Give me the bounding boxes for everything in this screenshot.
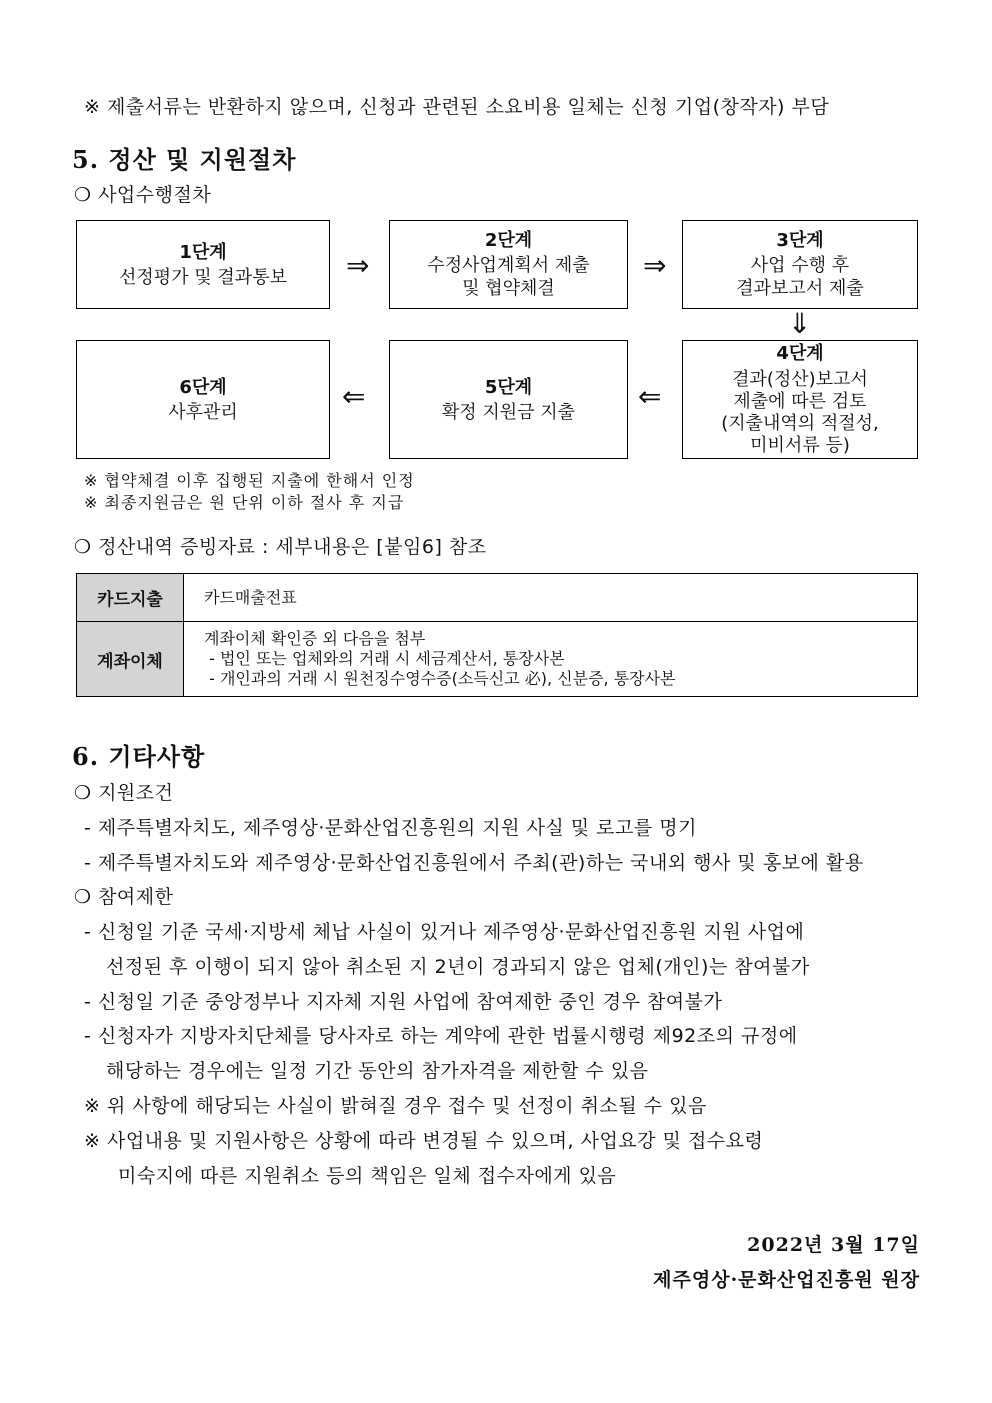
step-2-box xyxy=(389,220,628,309)
step-3-box xyxy=(682,220,918,309)
step-4-text-2: 제출에 따른 검토 xyxy=(733,390,867,412)
condition-item: - 제주특별자치도, 제주영상·문화산업진흥원의 지원 사실 및 로고를 명기 xyxy=(84,817,697,839)
step-6-label: 6단계 xyxy=(179,376,227,398)
step-5-text: 확정 지원금 지출 xyxy=(441,401,576,423)
table-key-cell: 카드지출 xyxy=(77,574,184,622)
step-4-text-1: 결과(정산)보고서 xyxy=(732,368,868,390)
table-value-line: - 개인과의 거래 시 원천징수영수증(소득신고 必), 신분증, 통장사본 xyxy=(204,669,676,688)
table-value-cell xyxy=(184,574,918,622)
step-1-text: 선정평가 및 결과통보 xyxy=(119,266,287,288)
table-row xyxy=(77,574,918,622)
step-2-text-1: 수정사업계획서 제출 xyxy=(427,255,590,276)
restrictions-heading: ❍ 참여제한 xyxy=(74,886,174,908)
remark-item-cont: 미숙지에 따른 지원취소 등의 책임은 일체 접수자에게 있음 xyxy=(118,1165,617,1187)
step-4-label: 4단계 xyxy=(776,342,824,364)
remark-item: ※ 위 사항에 해당되는 사실이 밝혀질 경우 접수 및 선정이 취소될 수 있음 xyxy=(84,1095,707,1117)
right-arrow-icon: ⇒ xyxy=(346,249,370,282)
flow-note-2: ※ 최종지원금은 원 단위 이하 절사 후 지급 xyxy=(84,493,405,512)
step-1-label: 1단계 xyxy=(179,241,227,263)
table-row xyxy=(77,622,918,697)
right-arrow-icon: ⇒ xyxy=(643,249,667,282)
step-5-label: 5단계 xyxy=(484,376,533,398)
restriction-item-cont: 해당하는 경우에는 일정 기간 동안의 참가자격을 제한할 수 있음 xyxy=(106,1060,649,1082)
step-4-box xyxy=(682,340,918,459)
step-4-text-3: (지출내역의 적절성, xyxy=(721,412,879,434)
restriction-item: - 신청일 기준 국세·지방세 체납 사실이 있거나 제주영상·문화산업진흥원 지원 사업에 xyxy=(84,921,805,943)
step-1-box xyxy=(76,220,330,309)
section6-title: 6. 기타사항 xyxy=(72,742,206,771)
table-value-line: 카드매출전표 xyxy=(204,587,297,607)
restriction-item: - 신청일 기준 중앙정부나 지자체 지원 사업에 참여제한 중인 경우 참여불가 xyxy=(84,991,723,1013)
table-value-line: - 법인 또는 업체와의 거래 시 세금계산서, 통장사본 xyxy=(204,649,565,668)
evidence-table xyxy=(76,573,918,697)
step-2-text-2: 및 협약체결 xyxy=(462,278,555,299)
document-date: 2022년 3월 17일 xyxy=(747,1234,920,1256)
step-5-box xyxy=(389,340,628,459)
procedure-heading: ❍ 사업수행절차 xyxy=(74,184,212,206)
evidence-heading: ❍ 정산내역 증빙자료 : 세부내용은 [붙임6] 참조 xyxy=(74,536,487,558)
restriction-item: - 신청자가 지방자치단체를 당사자로 하는 계약에 관한 법률시행령 제92조의 규정에 xyxy=(84,1025,798,1047)
remark-item: ※ 사업내용 및 지원사항은 상황에 따라 변경될 수 있으며, 사업요강 및 접수요령 xyxy=(84,1130,764,1152)
restriction-item-cont: 선정된 후 이행이 되지 않아 취소된 지 2년이 경과되지 않은 업체(개인)는 참여불가 xyxy=(106,956,810,978)
step-4-text-4: 미비서류 등) xyxy=(750,434,850,456)
step-3-text-1: 사업 수행 후 xyxy=(750,255,850,276)
table-key-cell: 계좌이체 xyxy=(77,622,184,697)
step-6-text: 사후관리 xyxy=(168,401,238,423)
down-arrow-icon: ⇓ xyxy=(788,307,812,340)
submission-note: ※ 제출서류는 반환하지 않으며, 신청과 관련된 소요비용 일체는 신청 기업(창작자) 부담 xyxy=(84,96,830,118)
left-arrow-icon: ⇐ xyxy=(342,380,366,413)
table-value-cell xyxy=(184,622,918,697)
conditions-heading: ❍ 지원조건 xyxy=(74,782,174,804)
step-6-box xyxy=(76,340,330,459)
left-arrow-icon: ⇐ xyxy=(638,380,662,413)
condition-item: - 제주특별자치도와 제주영상·문화산업진흥원에서 주최(관)하는 국내외 행사 및 홍보에 활용 xyxy=(84,852,864,874)
table-value-line: 계좌이체 확인증 외 다음을 첨부 xyxy=(204,629,426,648)
step-2-label: 2단계 xyxy=(484,230,533,251)
step-3-label: 3단계 xyxy=(776,230,824,251)
flow-note-1: ※ 협약체결 이후 집행된 지출에 한해서 인정 xyxy=(84,471,415,490)
section5-title: 5. 정산 및 지원절차 xyxy=(72,145,297,174)
step-3-text-2: 결과보고서 제출 xyxy=(736,278,864,299)
issuer-signature: 제주영상·문화산업진흥원 원장 xyxy=(653,1269,920,1291)
